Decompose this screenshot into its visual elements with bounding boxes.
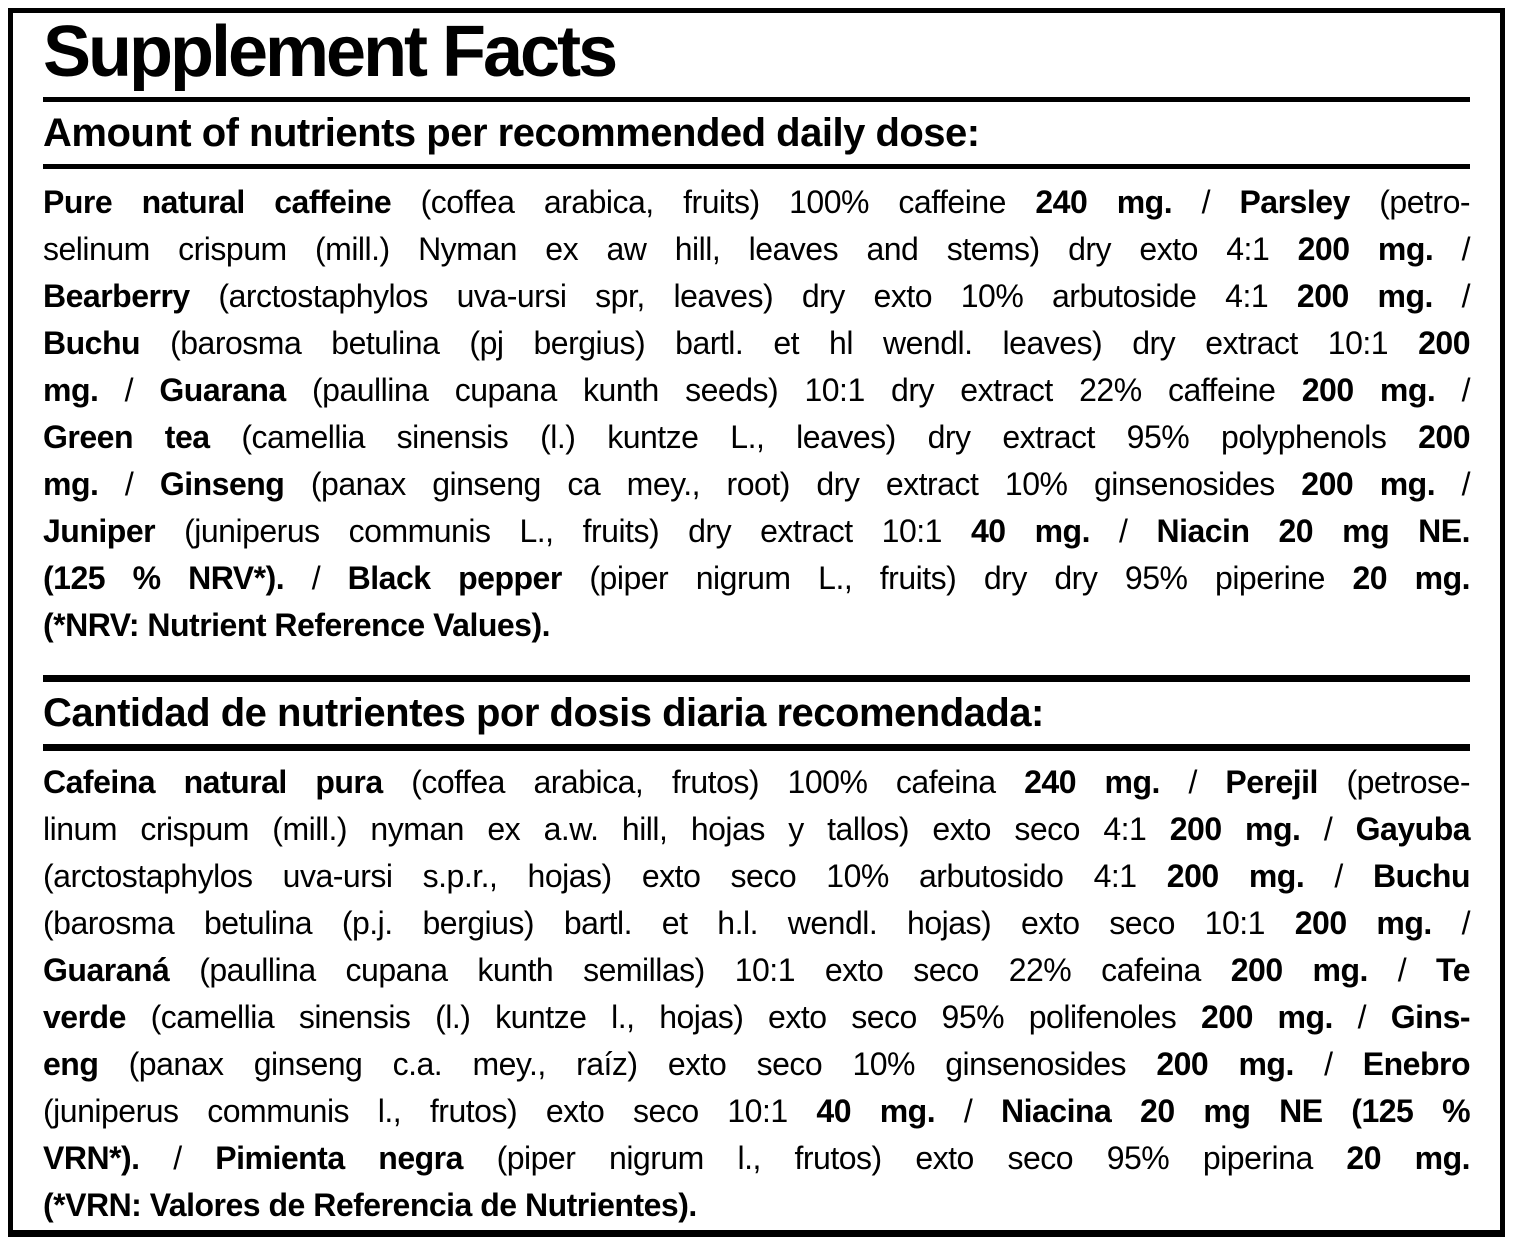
text-line: (125 % NRV*). / Black pepper (piper nigrum L., fruits) dry dry 95% piperine 20 mg.	[43, 560, 1471, 596]
text-line: selinum crispum (mill.) Nyman ex aw hill, leaves and stems) dry exto 4:1 200 mg. /	[43, 231, 1471, 267]
text-line: Buchu (barosma betulina (pj bergius) bartl. et hl wendl. leaves) dry extract 10:1 200	[43, 325, 1470, 361]
label-frame	[8, 8, 1505, 1237]
text-line: (juniperus communis l., frutos) exto seco 10:1 40 mg. / Niacina 20 mg NE (125 %	[43, 1093, 1471, 1129]
text-line: mg. / Ginseng (panax ginseng ca mey., root) dry extract 10% ginsenosides 200 mg. /	[43, 466, 1471, 502]
text-line: verde (camellia sinensis (l.) kuntze l., hojas) exto seco 95% polifenoles 200 mg. / Gins-	[43, 999, 1471, 1035]
text-line: VRN*). / Pimienta negra (piper nigrum l., frutos) exto seco 95% piperina 20 mg.	[43, 1140, 1471, 1176]
text-line: Green tea (camellia sinensis (l.) kuntze L., leaves) dry extract 95% polyphenols 200	[43, 419, 1471, 455]
text-line: Guaraná (paullina cupana kunth semillas) 10:1 exto seco 22% cafeina 200 mg. / Te	[43, 952, 1471, 988]
ingredients-paragraph-english	[43, 179, 1470, 649]
divider-under-title	[43, 97, 1470, 102]
text-line: Pure natural caffeine (coffea arabica, fruits) 100% caffeine 240 mg. / Parsley (petro-	[43, 184, 1471, 220]
text-line: linum crispum (mill.) nyman ex a.w. hill, hojas y tallos) exto seco 4:1 200 mg. / Gayuba	[43, 811, 1471, 847]
text-line: Juniper (juniperus communis L., fruits) dry extract 10:1 40 mg. / Niacin 20 mg NE.	[43, 513, 1471, 549]
text-line: (*NRV: Nutrient Reference Values).	[43, 607, 551, 643]
heading-spanish: Cantidad de nutrientes por dosis diaria recomendada:	[43, 691, 1044, 735]
ingredients-paragraph-spanish	[43, 759, 1470, 1229]
text-line: (*VRN: Valores de Referencia de Nutrientes).	[43, 1187, 697, 1223]
label-title: Supplement Facts	[43, 12, 616, 92]
text-line: Cafeina natural pura (coffea arabica, frutos) 100% cafeina 240 mg. / Perejil (petrose-	[43, 764, 1471, 800]
text-line: Bearberry (arctostaphylos uva-ursi spr, leaves) dry exto 10% arbutoside 4:1 200 mg. /	[43, 278, 1471, 314]
text-line: eng (panax ginseng c.a. mey., raíz) exto seco 10% ginsenosides 200 mg. / Enebro	[43, 1046, 1471, 1082]
text-line: (arctostaphylos uva-ursi s.p.r., hojas) exto seco 10% arbutosido 4:1 200 mg. / Buchu	[43, 858, 1471, 894]
divider-under-english-heading	[43, 164, 1470, 169]
divider-under-spanish-heading	[43, 744, 1470, 751]
text-line: (barosma betulina (p.j. bergius) bartl. et h.l. wendl. hojas) exto seco 10:1 200 mg. /	[43, 905, 1471, 941]
heading-english: Amount of nutrients per recommended daily dose:	[43, 111, 980, 155]
text-line: mg. / Guarana (paullina cupana kunth seeds) 10:1 dry extract 22% caffeine 200 mg. /	[43, 372, 1471, 408]
divider-above-spanish-heading	[43, 675, 1470, 682]
